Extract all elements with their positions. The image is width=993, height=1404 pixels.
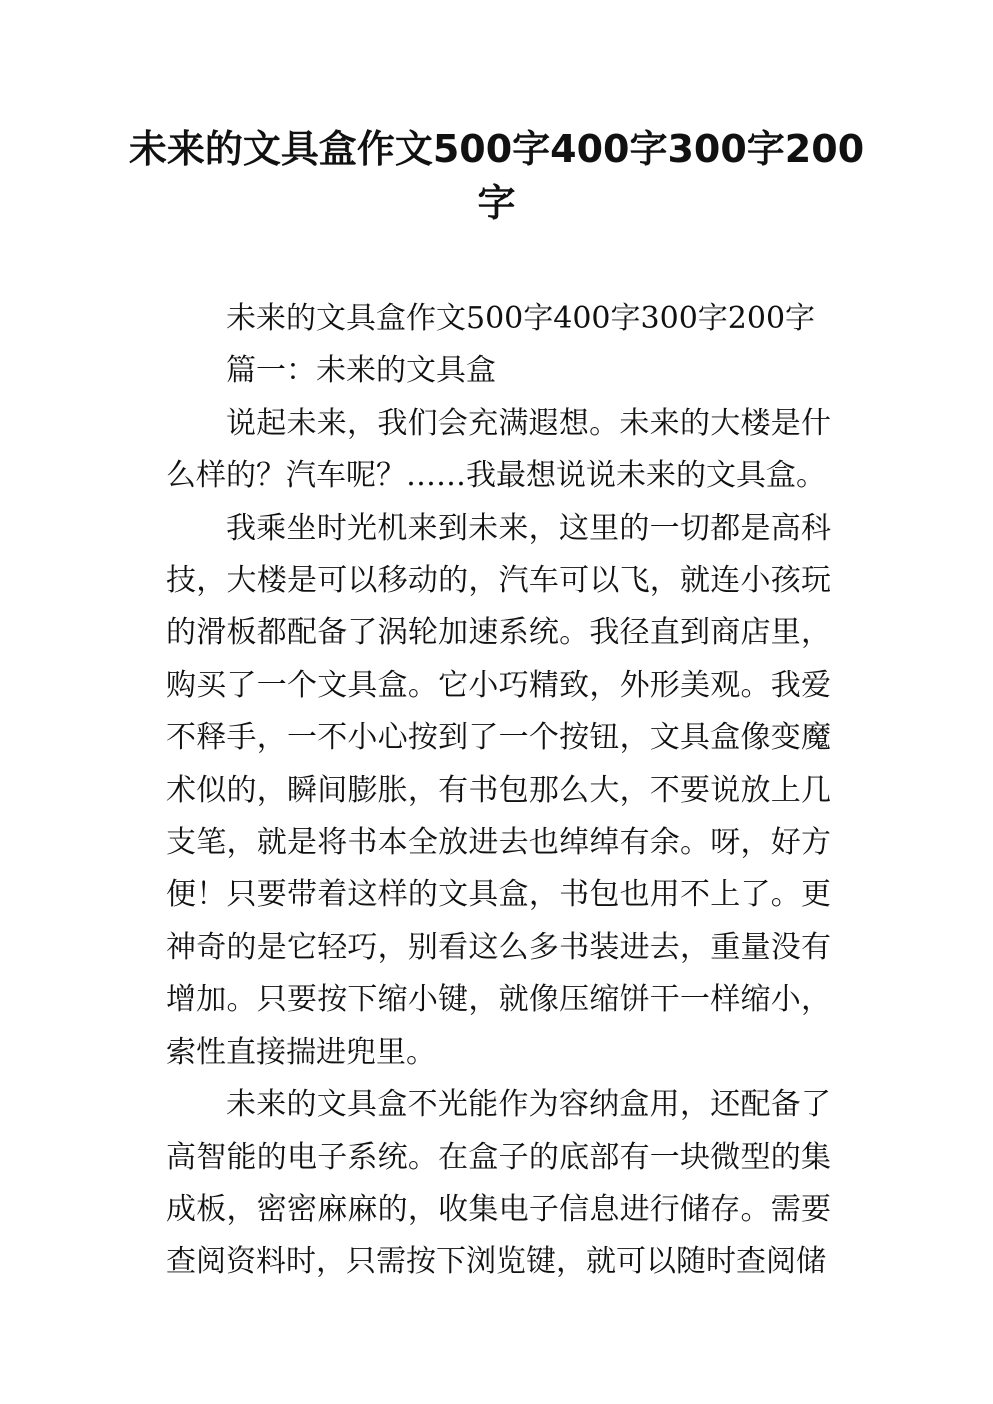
body-paragraph: 未来的文具盒不光能作为容纳盒用，还配备了高智能的电子系统。在盒子的底部有一块微型的集成板，密密麻麻的，收集电子信息进行储存。需要查阅资料时，只需按下浏览键，就可以随时查阅储 [166,1087,831,1280]
body-paragraph-subtitle: 未来的文具盒作文500字400字300字200字 [226,301,816,336]
document-body [166,293,831,1289]
body-paragraph-section-heading: 篇一：未来的文具盒 [226,353,496,389]
body-paragraph: 我乘坐时光机来到未来，这里的一切都是高科技，大楼是可以移动的，汽车可以飞，就连小孩玩的滑板都配备了涡轮加速系统。我径直到商店里，购买了一个文具盒。它小巧精致，外形美观。我爱不释手，一不小心按到了一个按钮，文具盒像变魔术似的，瞬间膨胀，有书包那么大，不要说放上几支笔，就是将书本全放进去也绰绰有余。呀，好方便！只要带着这样的文具盒，书包也用不上了。更神奇的是它轻巧，别看这么多书装进去，重量没有增加。只要按下缩小键，就像压缩饼干一样缩小，索性直接揣进兜里。 [166,510,831,1070]
body-paragraph: 说起未来，我们会充满遐想。未来的大楼是什么样的？汽车呢？……我最想说说未来的文具盒。 [166,405,831,494]
document-title: 未来的文具盒作文500字400字300字200字 [128,127,865,225]
